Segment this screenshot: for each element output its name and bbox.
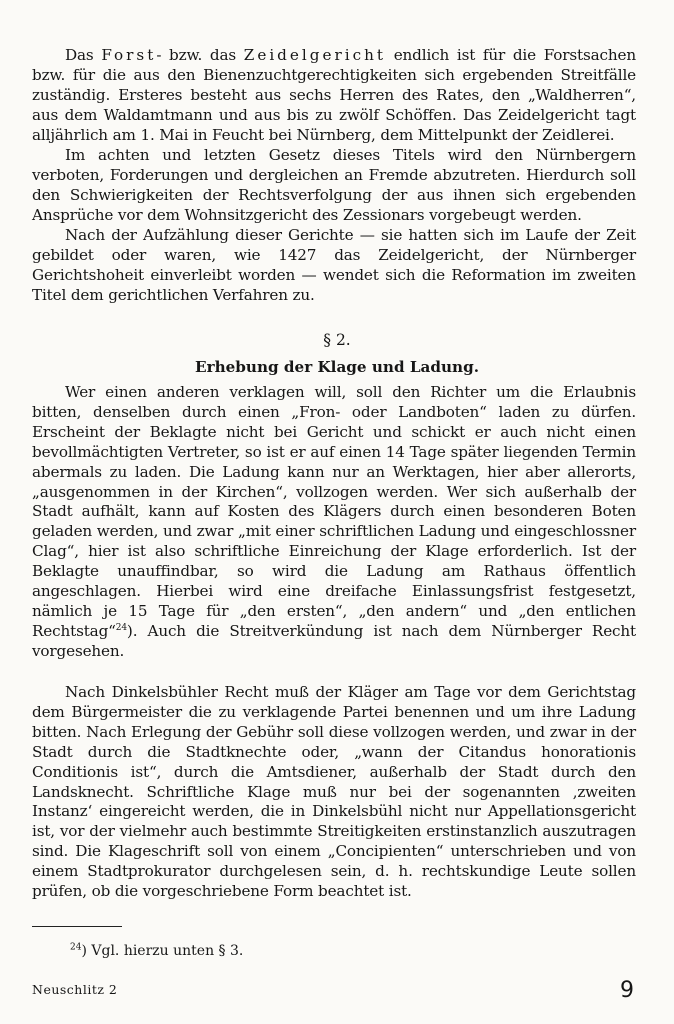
footnote xyxy=(70,943,243,959)
section-title: Erhebung der Klage und Ladung. xyxy=(195,358,479,376)
paragraph-text: ). Auch die Streitverkündung ist nach dem Nürnberger Recht vorgesehen. xyxy=(32,621,636,660)
spaced-term-forst: Forst xyxy=(101,46,157,64)
paragraph-text: Das xyxy=(65,46,102,64)
footnote-reference[interactable]: 24 xyxy=(115,622,127,633)
paragraph-text: - bzw. das xyxy=(156,46,244,64)
printer-signature: Neuschlitz 2 xyxy=(32,982,118,997)
footnote-text: ) Vgl. hierzu unten § 3. xyxy=(81,943,244,959)
spaced-term-zeidelgericht: Zeidelgericht xyxy=(243,46,386,64)
footnote-divider xyxy=(32,926,122,927)
paragraph-text: endlich ist für die Forstsachen bzw. für die aus den Bienenzuchtgerechtigkeiten sich ergebenden Streitfälle zuständig. Ersteres besteht aus sechs Herren des Rates, den „Waldherren“, aus dem Waldamtmann und aus bis zu zwölf Schöffen. Das Zeidelgericht tagt alljährlich am 1. Mai in Feucht bei Nürnberg, dem Mittelpunkt der Zeidlerei. xyxy=(32,46,636,144)
paragraph-court-list: Nach der Aufzählung dieser Gerichte — sie hatten sich im Laufe der Zeit gebildet oder waren, wie 1427 das Zeidelgericht, der Nürnberger Gerichtshoheit einverleibt worden — wendet sich die Reformation im zweiten Titel dem gerichtlichen Verfahren zu. xyxy=(32,226,636,304)
paragraph-dinkelsbuehl-law: Nach Dinkelsbühler Recht muß der Kläger am Tage vor dem Gerichtstag dem Bürgermeister die zu verklagende Partei benennen und um ihre Ladung bitten. Nach Erlegung der Gebühr soll diese vollzogen werden, und zwar in der Stadt durch die Stadtknechte oder, „wann der Citandus honorationis Conditionis ist“, durch die Amtsdiener, außerhalb der Stadt durch den Landsknecht. Schriftliche Klage muß nur bei der sogenannten ‚zweiten Instanz‘ eingereicht werden, die in Dinkelsbühl nicht nur Appellationsgericht ist, vor der vielmehr auch bestimmte Streitigkeiten erstinstanzlich auszutragen sind. Die Klageschrift soll von einem „Concipienten“ unterschrieben und von einem Stadtprokurator durchgelesen sein, d. h. rechtskundige Leute sollen prüfen, ob die vorgeschriebene Form beachtet ist. xyxy=(32,683,636,901)
paragraph-nuremberg-summons xyxy=(32,383,636,662)
paragraph-text: Wer einen anderen verklagen will, soll den Richter um die Erlaubnis bitten, denselben durch einen „Fron- oder Landboten“ laden zu dürfen. Erscheint der Beklagte nicht bei Gericht und schickt er auch nicht einen bevollmächtigten Vertreter, so ist er auf einen 14 Tage später liegenden Termin abermals zu laden. Die Ladung kann nur an Werktagen, hier aber allerorts, „ausgenommen in der Kirchen“, vollzogen werden. Wer sich außerhalb der Stadt aufhält, kann auf Kosten des Klägers durch einen besonderen Boten geladen werden, und zwar „mit einer schriftlichen Ladung und eingeschlossner Clag“, hier ist also schriftliche Einreichung der Klage erforderlich. Ist der Beklagte unauffindbar, so wird die Ladung am Rathaus öffentlich angeschlagen. Hierbei wird eine dreifache Einlassungsfrist festgesetzt, nämlich je 15 Tage für „den ersten“, „den andern“ und „den entlichen Rechtstag“ xyxy=(32,383,636,640)
paragraph-forest-court xyxy=(32,46,636,146)
section-number: § 2. xyxy=(323,331,351,349)
page-number: 9 xyxy=(620,978,634,1003)
paragraph-eighth-law: Im achten und letzten Gesetz dieses Titels wird den Nürnbergern verboten, Forderungen und dergleichen an Fremde abzutreten. Hierdurch soll den Schwierigkeiten der Rechtsverfolgung der aus ihnen sich ergebenden Ansprüche vor dem Wohnsitzgericht des Zessionars vorgebeugt werden. xyxy=(32,146,636,224)
footnote-number: 24 xyxy=(70,942,82,953)
